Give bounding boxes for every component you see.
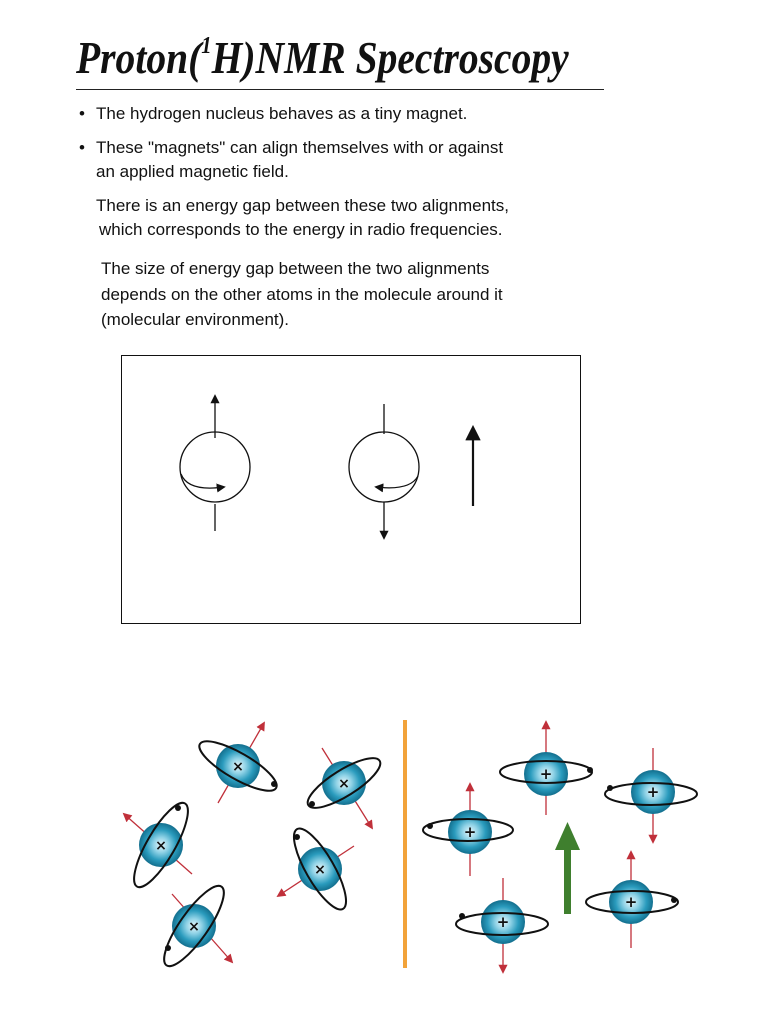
aligned-nucleus-sign: + bbox=[463, 823, 477, 841]
aligned-nucleus-sign: + bbox=[496, 913, 510, 931]
random-nucleus bbox=[301, 748, 386, 828]
random-nucleus-sign: × bbox=[338, 776, 350, 792]
aligned-nucleus-down bbox=[456, 878, 548, 972]
bullet-2-text-line2: an applied magnetic field. bbox=[96, 162, 289, 181]
aligned-nucleus-sign: + bbox=[624, 893, 638, 911]
spin-alignment-diagram bbox=[121, 355, 581, 624]
random-nucleus bbox=[278, 822, 355, 916]
title-underline bbox=[76, 89, 604, 90]
random-nucleus-sign: × bbox=[314, 862, 326, 878]
aligned-nucleus-down bbox=[605, 748, 697, 842]
bullet-marker-1: • bbox=[79, 104, 85, 123]
title-superscript: 1 bbox=[201, 33, 212, 59]
random-nucleus bbox=[124, 796, 197, 893]
random-nucleus-sign: × bbox=[232, 759, 244, 775]
bullet-marker-2: • bbox=[79, 138, 85, 157]
aligned-nucleus-sign: + bbox=[539, 765, 553, 783]
paragraph-1-line2: which corresponds to the energy in radio frequencies. bbox=[99, 220, 503, 239]
paragraph-2-line2: depends on the other atoms in the molecule around it bbox=[101, 285, 503, 304]
random-nucleus bbox=[155, 879, 233, 974]
aligned-nucleus-sign: + bbox=[646, 783, 660, 801]
page-title bbox=[76, 28, 569, 88]
spin-diagram-svg bbox=[122, 356, 580, 623]
title-prefix: Proton( bbox=[76, 32, 202, 83]
bullet-1-text: The hydrogen nucleus behaves as a tiny magnet. bbox=[96, 104, 468, 123]
paragraph-2-line3: (molecular environment). bbox=[101, 310, 290, 329]
aligned-nucleus-up bbox=[586, 852, 678, 948]
bullet-2-text-line1: These "magnets" can align themselves with or against bbox=[96, 138, 504, 157]
random-nucleus-sign: × bbox=[155, 838, 167, 854]
spin-down-nucleus bbox=[349, 404, 419, 538]
random-nucleus-sign: × bbox=[188, 919, 200, 935]
paragraph-1-line1: There is an energy gap between these two alignments, bbox=[96, 196, 509, 215]
paragraph-2-line1: The size of energy gap between the two alignments bbox=[101, 259, 490, 278]
random-nucleus bbox=[193, 723, 282, 803]
aligned-nucleus-up bbox=[500, 722, 593, 815]
aligned-nucleus-up bbox=[423, 784, 513, 876]
spin-up-nucleus bbox=[180, 396, 250, 531]
title-suffix: H)NMR Spectroscopy bbox=[211, 32, 569, 83]
nuclear-spins-illustration bbox=[100, 700, 710, 990]
applied-field-green-arrow bbox=[555, 822, 580, 914]
